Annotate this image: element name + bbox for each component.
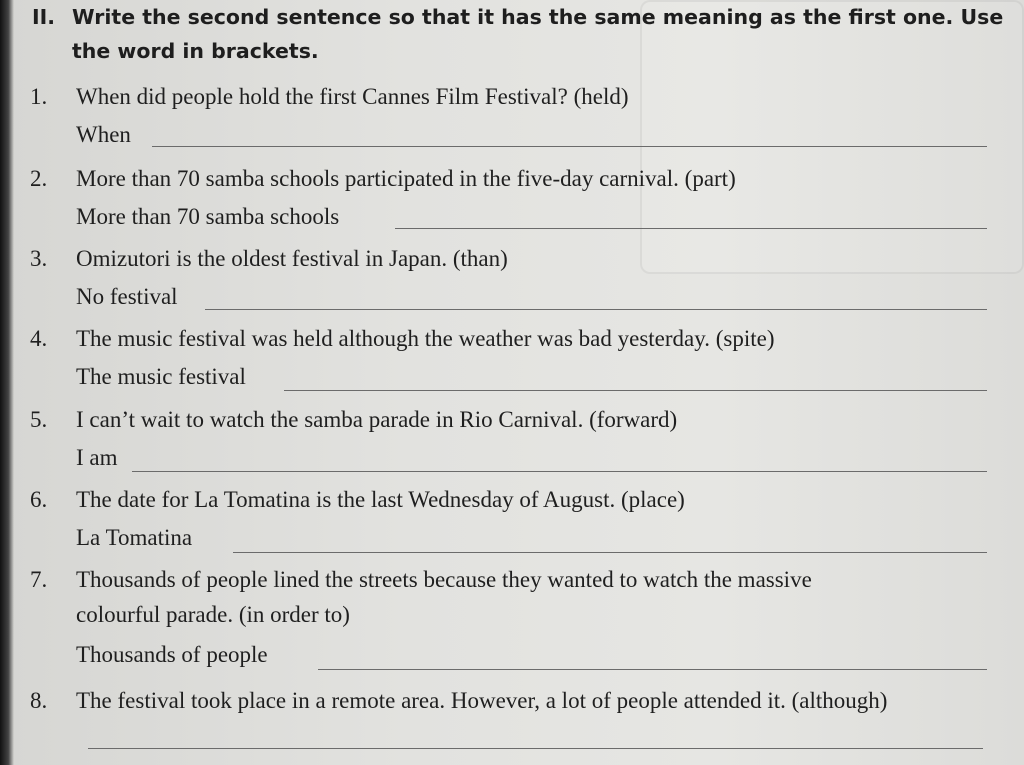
answer-line[interactable] xyxy=(152,146,987,147)
item-question: When did people hold the first Cannes Film Festival? (held) xyxy=(76,84,629,109)
answer-line[interactable] xyxy=(395,228,987,229)
item-starter: La Tomatina xyxy=(76,525,193,550)
item-starter: No festival xyxy=(76,284,178,309)
answer-line[interactable] xyxy=(284,390,987,391)
answer-line[interactable] xyxy=(132,471,987,472)
section-number: II. xyxy=(32,5,56,29)
section-instruction: Write the second sentence so that it has the same meaning as the first one. Use the word in brackets. xyxy=(72,5,1004,63)
answer-line[interactable] xyxy=(318,669,987,670)
answer-line[interactable] xyxy=(233,552,987,553)
item-question: More than 70 samba schools participated in the five-day carnival. (part) xyxy=(76,166,736,191)
item-number: 1. xyxy=(30,84,48,109)
item-question: Omizutori is the oldest festival in Japan. (than) xyxy=(76,246,508,271)
item-starter: More than 70 samba schools xyxy=(76,204,340,229)
item-question: The festival took place in a remote area. However, a lot of people attended it. (although) xyxy=(76,688,888,713)
item-starter: Thousands of people xyxy=(76,642,268,667)
item-number: 5. xyxy=(30,407,48,432)
answer-line[interactable] xyxy=(88,748,983,749)
item-number: 8. xyxy=(30,688,48,713)
item-number: 6. xyxy=(30,487,48,512)
item-number: 4. xyxy=(30,326,48,351)
item-question-line-2: colourful parade. (in order to) xyxy=(76,602,350,627)
item-question: The music festival was held although the weather was bad yesterday. (spite) xyxy=(76,326,775,351)
item-number: 2. xyxy=(30,166,48,191)
item-number: 3. xyxy=(30,246,48,271)
page-edge-shadow xyxy=(0,0,14,765)
answer-line[interactable] xyxy=(205,309,987,310)
item-starter: The music festival xyxy=(76,364,246,389)
item-number: 7. xyxy=(30,567,48,592)
item-question: The date for La Tomatina is the last Wednesday of August. (place) xyxy=(76,487,685,512)
item-question: I can’t wait to watch the samba parade in Rio Carnival. (forward) xyxy=(76,407,678,432)
item-starter: I am xyxy=(76,445,118,470)
item-starter: When xyxy=(76,122,131,147)
item-question-line-1: Thousands of people lined the streets because they wanted to watch the massive xyxy=(76,567,812,592)
